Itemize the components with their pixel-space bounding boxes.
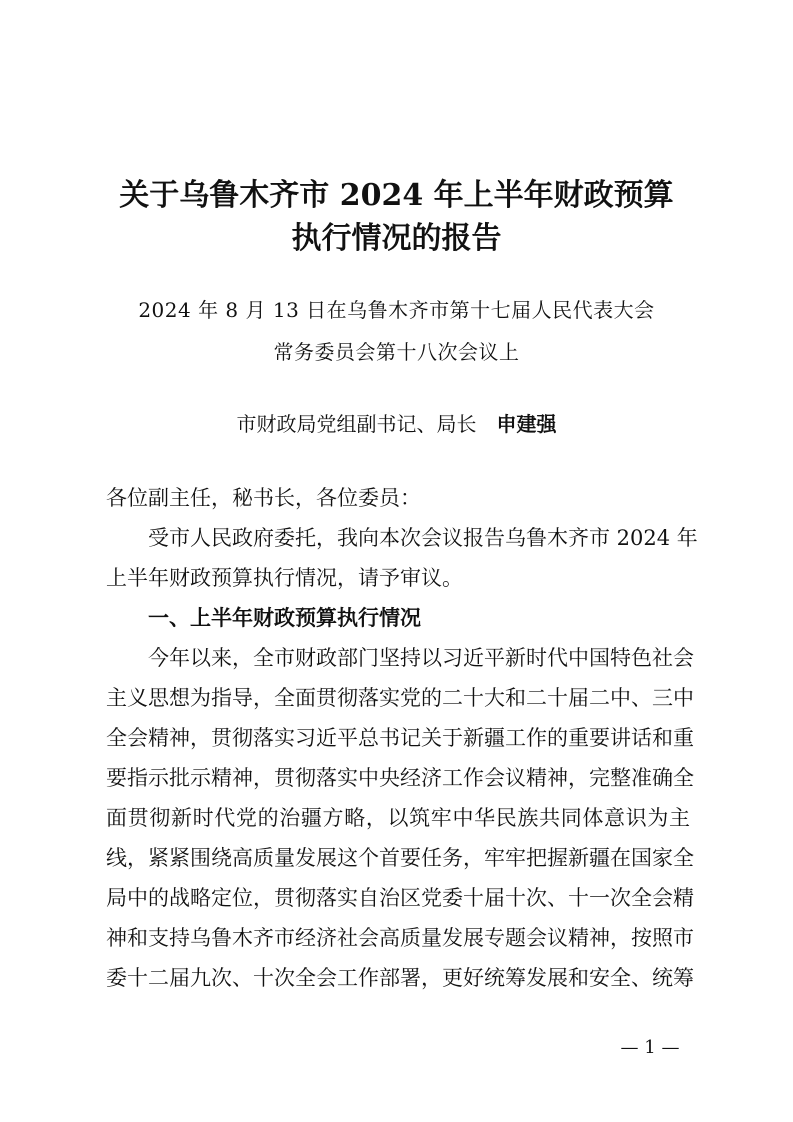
paragraph-line: 今年以来，全市财政部门坚持以习近平新时代中国特色社会 <box>148 646 694 670</box>
paragraph-line: 线，紧紧围绕高质量发展这个首要任务，牢牢把握新疆在国家全 <box>106 846 694 870</box>
intro-line: 上半年财政预算执行情况，请予审议。 <box>106 566 463 590</box>
paragraph-line: 神和支持乌鲁木齐市经济社会高质量发展专题会议精神，按照市 <box>106 926 694 950</box>
document-title-line-1: 关于乌鲁木齐市 2024 年上半年财政预算 <box>119 178 674 213</box>
paragraph-line: 面贯彻新时代党的治疆方略，以筑牢中华民族共同体意识为主 <box>106 806 690 830</box>
document-title-line-2: 执行情况的报告 <box>291 221 502 256</box>
paragraph-line: 全会精神，贯彻落实习近平总书记关于新疆工作的重要讲话和重 <box>106 726 694 750</box>
paragraph-line: 委十二届九次、十次全会工作部署，更好统筹发展和安全、统筹 <box>106 966 694 990</box>
author-line <box>0 410 793 438</box>
intro-line: 受市人民政府委托，我向本次会议报告乌鲁木齐市 2024 年 <box>148 526 698 550</box>
page-number: — 1 — <box>620 1037 680 1058</box>
paragraph-line: 主义思想为指导，全面贯彻落实党的二十大和二十届二中、三中 <box>106 686 694 710</box>
author-role: 市财政局党组副书记、局长 <box>236 412 477 436</box>
salutation: 各位副主任，秘书长，各位委员： <box>106 486 421 510</box>
author-name: 申建强 <box>496 412 557 436</box>
meeting-info-line-1: 2024 年 8 月 13 日在乌鲁木齐市第十七届人民代表大会 <box>138 298 655 322</box>
paragraph-line: 要指示批示精神，贯彻落实中央经济工作会议精神，完整准确全 <box>106 766 694 790</box>
section-heading: 一、上半年财政预算执行情况 <box>148 606 421 630</box>
paragraph-line: 局中的战略定位，贯彻落实自治区党委十届十次、十一次全会精 <box>106 886 694 910</box>
meeting-info-line-2: 常务委员会第十八次会议上 <box>273 340 520 364</box>
